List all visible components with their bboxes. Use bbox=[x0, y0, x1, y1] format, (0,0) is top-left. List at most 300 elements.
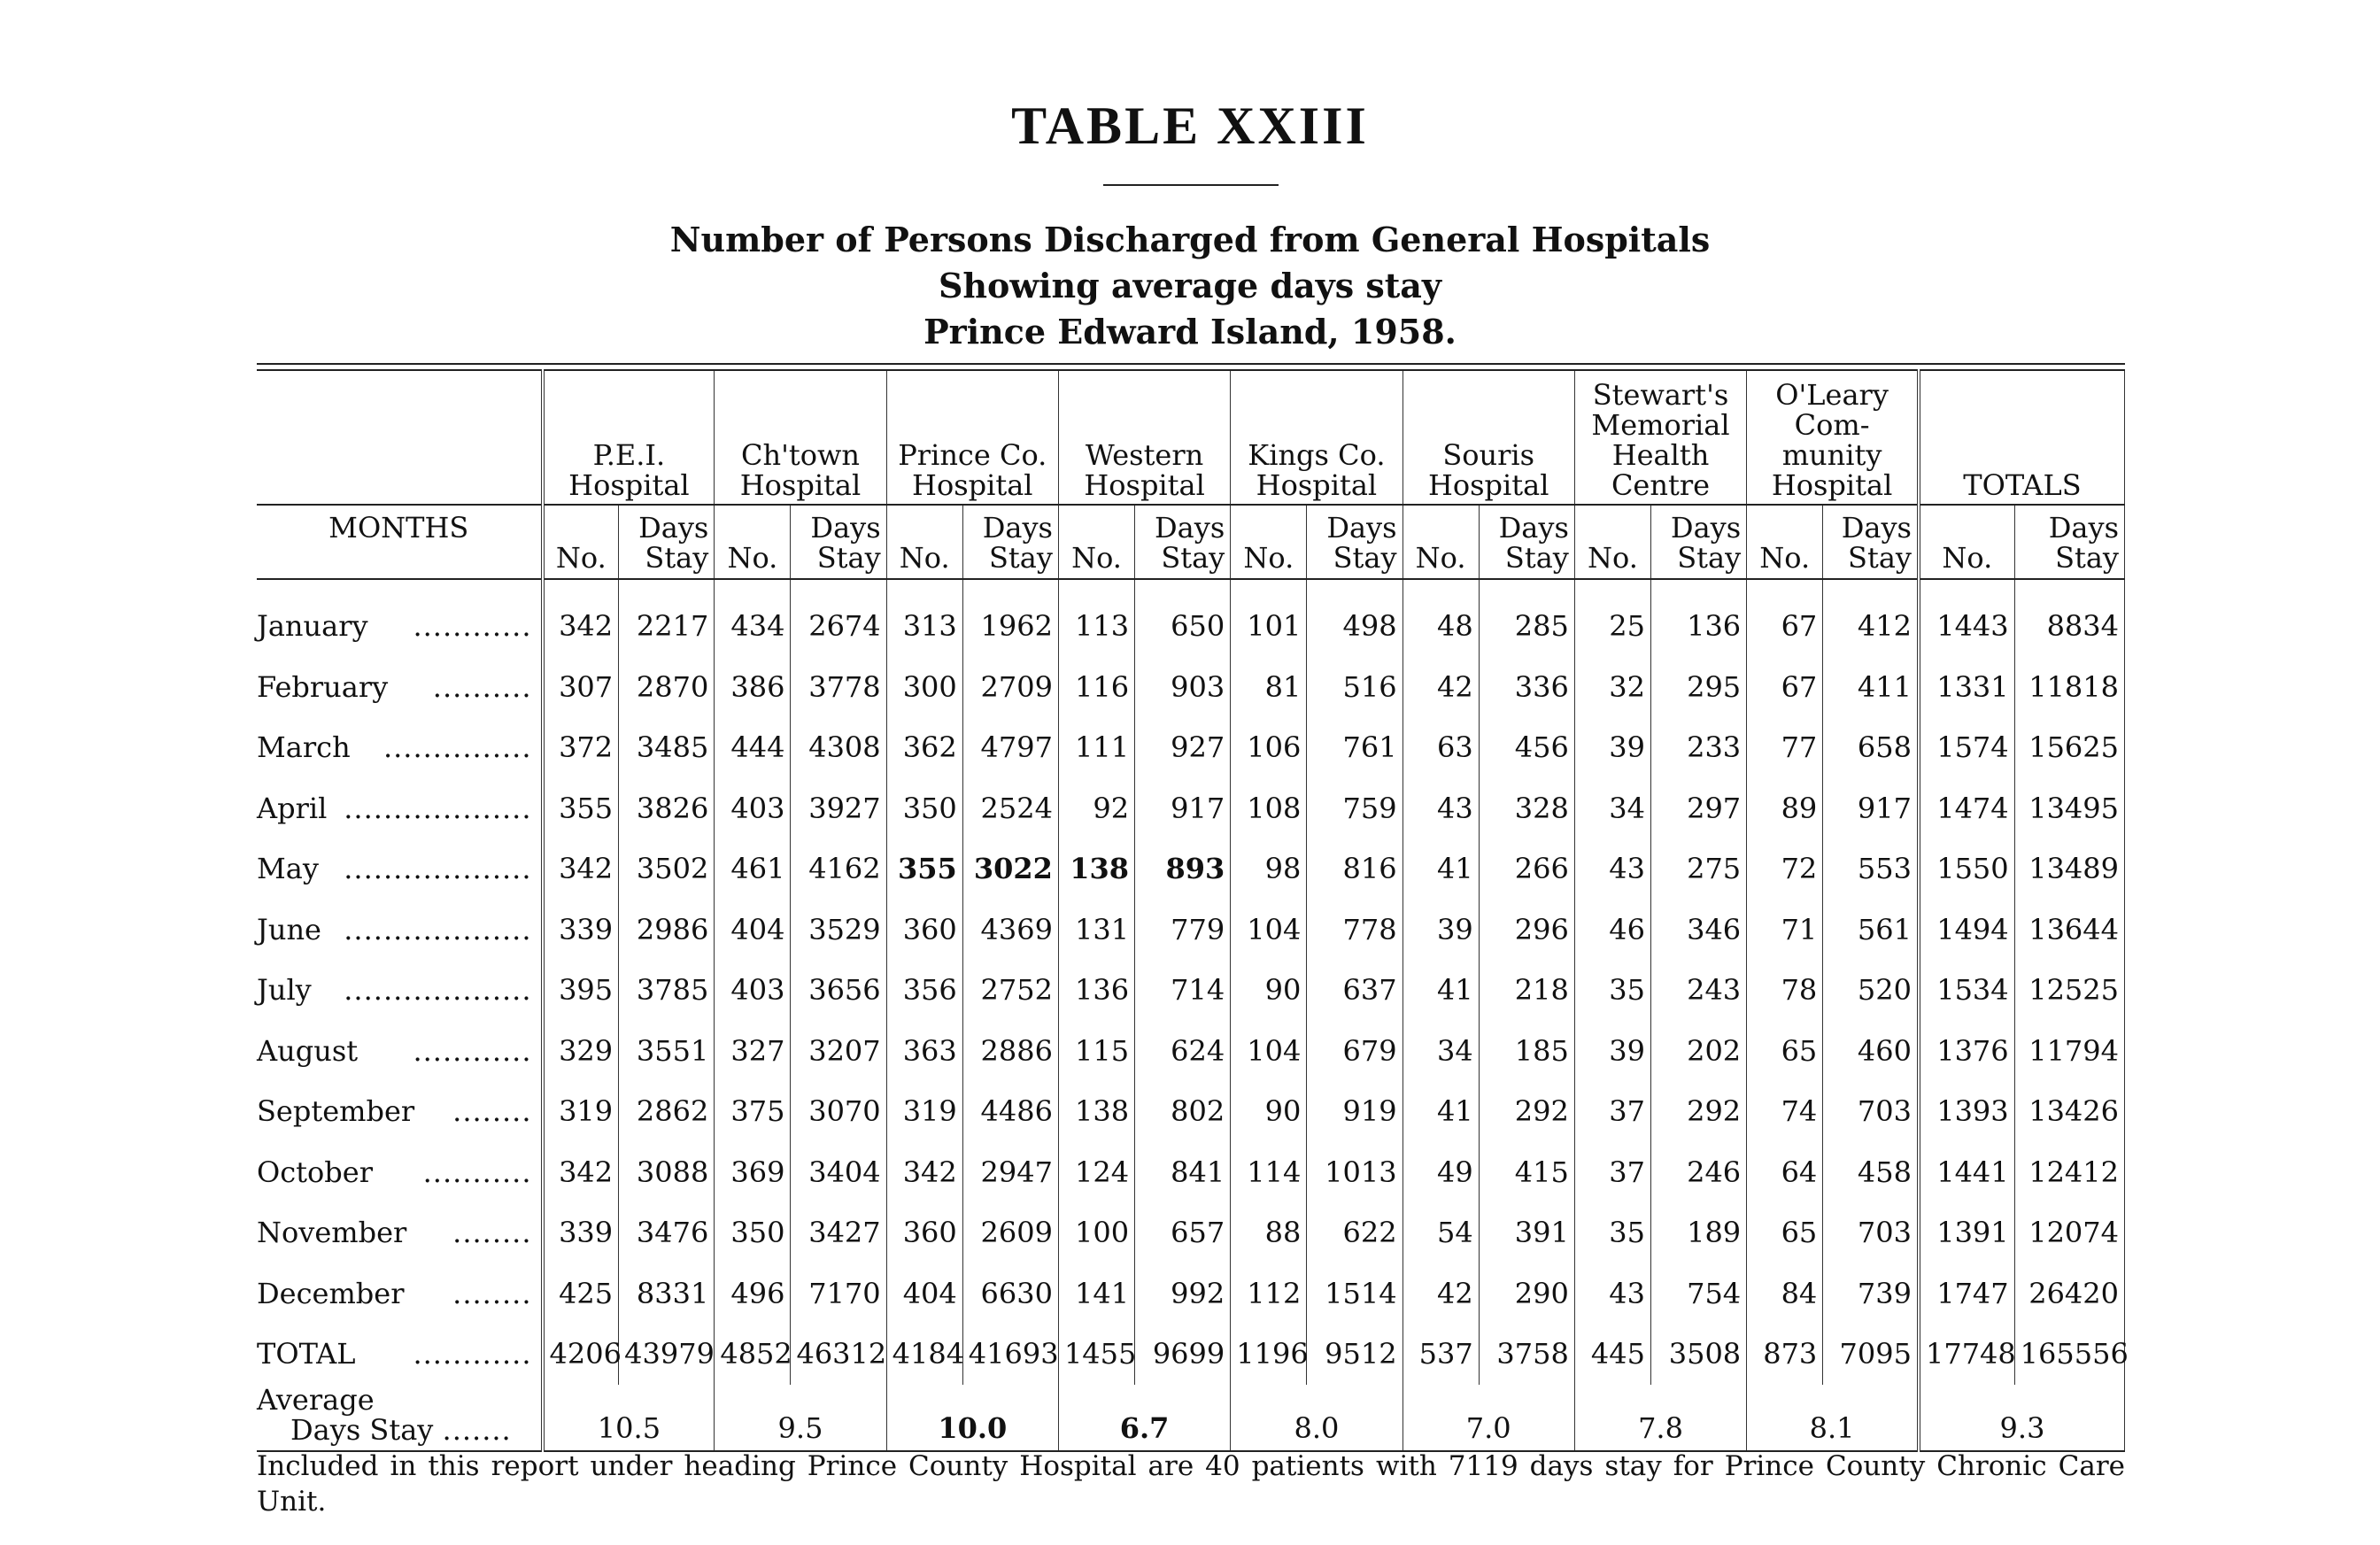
month-label: April bbox=[257, 791, 328, 825]
days-stay-cell: 2986 bbox=[619, 900, 715, 961]
count-cell: 54 bbox=[1402, 1202, 1479, 1263]
count-cell: 49 bbox=[1402, 1142, 1479, 1203]
average-days-stay-cell: 9.3 bbox=[1919, 1385, 2125, 1451]
days-stay-cell: 624 bbox=[1135, 1021, 1231, 1082]
header-row-subheads bbox=[257, 505, 2125, 579]
count-cell: 67 bbox=[1747, 579, 1823, 657]
hospital-header-line: Centre bbox=[1611, 468, 1711, 502]
count-cell: 43 bbox=[1402, 778, 1479, 839]
days-stay-cell: 165556 bbox=[2014, 1324, 2124, 1385]
days-header-label: Days bbox=[2048, 511, 2119, 545]
days-stay-cell: 2709 bbox=[962, 657, 1058, 718]
hospital-header bbox=[1747, 370, 1919, 505]
table-body bbox=[257, 579, 2129, 1451]
days-stay-cell: 9699 bbox=[1135, 1324, 1231, 1385]
table-row bbox=[257, 657, 2125, 718]
days-stay-cell: 637 bbox=[1307, 960, 1402, 1021]
months-header: MONTHS bbox=[257, 505, 543, 579]
count-cell: 4852 bbox=[715, 1324, 791, 1385]
hospital-header bbox=[1058, 370, 1230, 505]
month-cell bbox=[257, 1021, 541, 1082]
count-cell: 71 bbox=[1747, 900, 1823, 961]
count-cell: 496 bbox=[715, 1263, 791, 1325]
count-cell: 386 bbox=[715, 657, 791, 718]
no-header bbox=[543, 505, 619, 579]
days-stay-cell: 189 bbox=[1650, 1202, 1746, 1263]
days-stay-cell: 202 bbox=[1650, 1021, 1746, 1082]
stay-header-label: Stay bbox=[1161, 541, 1225, 575]
days-stay-cell: 714 bbox=[1135, 960, 1231, 1021]
count-cell: 1391 bbox=[1919, 1202, 2014, 1263]
table-row bbox=[257, 717, 2125, 778]
footnote: Included in this report under heading Prince County Hospital are 40 patients with 7119 days stay for Prince County Chronic Care Unit. bbox=[257, 1450, 2125, 1518]
stay-header-label: Stay bbox=[2055, 541, 2119, 575]
leader-dots: ........ bbox=[452, 1276, 532, 1310]
count-cell: 138 bbox=[1058, 1081, 1134, 1142]
count-cell: 1331 bbox=[1919, 657, 2014, 718]
days-stay-cell: 415 bbox=[1479, 1142, 1574, 1203]
no-header-label: No. bbox=[1942, 541, 1993, 575]
count-cell: 375 bbox=[715, 1081, 791, 1142]
days-header-label: Days bbox=[1841, 511, 1912, 545]
days-stay-cell: 3508 bbox=[1650, 1324, 1746, 1385]
hospital-header-line: Souris bbox=[1442, 438, 1535, 472]
count-cell: 39 bbox=[1574, 717, 1650, 778]
no-header-label: No. bbox=[1071, 541, 1122, 575]
days-stay-cell: 460 bbox=[1823, 1021, 1919, 1082]
month-cell bbox=[257, 717, 541, 778]
count-cell: 100 bbox=[1058, 1202, 1134, 1263]
count-cell: 41 bbox=[1402, 1081, 1479, 1142]
count-cell: 34 bbox=[1402, 1021, 1479, 1082]
table-row bbox=[257, 1263, 2125, 1325]
no-header-label: No. bbox=[727, 541, 778, 575]
count-cell: 363 bbox=[886, 1021, 962, 1082]
month-label: August bbox=[257, 1033, 359, 1068]
days-stay-cell: 391 bbox=[1479, 1202, 1574, 1263]
count-cell: 360 bbox=[886, 1202, 962, 1263]
count-cell: 72 bbox=[1747, 838, 1823, 900]
count-cell: 41 bbox=[1402, 838, 1479, 900]
count-cell: 65 bbox=[1747, 1021, 1823, 1082]
subtitle-line-3: Prince Edward Island, 1958. bbox=[923, 312, 1457, 351]
days-header-label: Days bbox=[1326, 511, 1397, 545]
no-header-label: No. bbox=[555, 541, 607, 575]
average-days-stay-label-line bbox=[257, 1412, 536, 1447]
days-stay-cell: 561 bbox=[1823, 900, 1919, 961]
days-stay-cell: 297 bbox=[1650, 778, 1746, 839]
count-cell: 1574 bbox=[1919, 717, 2014, 778]
month-cell bbox=[257, 778, 541, 839]
days-stay-cell: 802 bbox=[1135, 1081, 1231, 1142]
count-cell: 339 bbox=[543, 900, 619, 961]
days-stay-cell: 516 bbox=[1307, 657, 1402, 718]
leader-dots: ............ bbox=[413, 1337, 532, 1371]
hospital-header-line: Western bbox=[1085, 438, 1204, 472]
month-cell bbox=[257, 1263, 541, 1325]
count-cell: 98 bbox=[1231, 838, 1307, 900]
days-stay-cell: 650 bbox=[1135, 579, 1231, 657]
days-stay-cell: 246 bbox=[1650, 1142, 1746, 1203]
header-row-hospitals bbox=[257, 370, 2125, 505]
leader-dots: ............... bbox=[382, 730, 532, 765]
count-cell: 4206 bbox=[543, 1324, 619, 1385]
count-cell: 34 bbox=[1574, 778, 1650, 839]
days-stay-cell: 2609 bbox=[962, 1202, 1058, 1263]
days-stay-cell: 266 bbox=[1479, 838, 1574, 900]
days-stay-cell: 6630 bbox=[962, 1263, 1058, 1325]
days-stay-cell: 12074 bbox=[2014, 1202, 2124, 1263]
count-cell: 342 bbox=[543, 1142, 619, 1203]
count-cell: 104 bbox=[1231, 900, 1307, 961]
count-cell: 362 bbox=[886, 717, 962, 778]
days-stay-cell: 295 bbox=[1650, 657, 1746, 718]
no-header-label: No. bbox=[1415, 541, 1466, 575]
days-stay-header bbox=[619, 505, 715, 579]
count-cell: 1393 bbox=[1919, 1081, 2014, 1142]
month-label: February bbox=[257, 669, 389, 704]
hospital-header-line: Stewart's bbox=[1592, 378, 1729, 412]
title-rule bbox=[1103, 184, 1279, 186]
days-stay-cell: 3551 bbox=[619, 1021, 715, 1082]
count-cell: 319 bbox=[543, 1081, 619, 1142]
count-cell: 111 bbox=[1058, 717, 1134, 778]
month-cell bbox=[257, 900, 541, 961]
days-stay-cell: 520 bbox=[1823, 960, 1919, 1021]
month-label: March bbox=[257, 730, 351, 765]
count-cell: 461 bbox=[715, 838, 791, 900]
days-stay-cell: 553 bbox=[1823, 838, 1919, 900]
days-stay-cell: 136 bbox=[1650, 579, 1746, 657]
subtitle-line-2: Showing average days stay bbox=[938, 266, 1442, 305]
count-cell: 77 bbox=[1747, 717, 1823, 778]
count-cell: 537 bbox=[1402, 1324, 1479, 1385]
days-stay-cell: 11794 bbox=[2014, 1021, 2124, 1082]
count-cell: 106 bbox=[1231, 717, 1307, 778]
count-cell: 404 bbox=[886, 1263, 962, 1325]
hospital-header-line: Memorial bbox=[1591, 408, 1730, 442]
table-title: TABLE XXIII bbox=[1011, 97, 1369, 155]
days-stay-cell: 13489 bbox=[2014, 838, 2124, 900]
days-stay-cell: 243 bbox=[1650, 960, 1746, 1021]
leader-dots: ................... bbox=[344, 791, 532, 825]
no-header bbox=[715, 505, 791, 579]
count-cell: 37 bbox=[1574, 1081, 1650, 1142]
no-header bbox=[886, 505, 962, 579]
days-stay-cell: 41693 bbox=[962, 1324, 1058, 1385]
month-label: May bbox=[257, 852, 319, 886]
leader-dots: ............ bbox=[413, 1033, 532, 1068]
count-cell: 41 bbox=[1402, 960, 1479, 1021]
discharge-table-wrap bbox=[257, 363, 2129, 1452]
hospital-header-line: Prince Co. bbox=[898, 438, 1047, 472]
count-cell: 350 bbox=[886, 778, 962, 839]
days-stay-cell: 1013 bbox=[1307, 1142, 1402, 1203]
hospital-header-line: Hospital bbox=[739, 468, 862, 502]
days-stay-header bbox=[1135, 505, 1231, 579]
count-cell: 25 bbox=[1574, 579, 1650, 657]
count-cell: 124 bbox=[1058, 1142, 1134, 1203]
count-cell: 403 bbox=[715, 778, 791, 839]
days-stay-cell: 285 bbox=[1479, 579, 1574, 657]
hospital-header bbox=[1402, 370, 1574, 505]
count-cell: 89 bbox=[1747, 778, 1823, 839]
days-stay-cell: 927 bbox=[1135, 717, 1231, 778]
count-cell: 81 bbox=[1231, 657, 1307, 718]
days-stay-cell: 2217 bbox=[619, 579, 715, 657]
days-header-label: Days bbox=[1155, 511, 1225, 545]
days-stay-cell: 11818 bbox=[2014, 657, 2124, 718]
days-stay-cell: 12525 bbox=[2014, 960, 2124, 1021]
count-cell: 43 bbox=[1574, 1263, 1650, 1325]
hospital-header-line: P.E.I. bbox=[592, 438, 666, 472]
month-cell bbox=[257, 657, 541, 718]
count-cell: 42 bbox=[1402, 657, 1479, 718]
days-stay-cell: 3404 bbox=[791, 1142, 886, 1203]
days-stay-cell: 233 bbox=[1650, 717, 1746, 778]
stay-header-label: Stay bbox=[1504, 541, 1569, 575]
days-stay-cell: 703 bbox=[1823, 1081, 1919, 1142]
days-stay-cell: 3927 bbox=[791, 778, 886, 839]
days-stay-cell: 893 bbox=[1135, 838, 1231, 900]
table-top-rule bbox=[257, 363, 2125, 365]
days-stay-cell: 4486 bbox=[962, 1081, 1058, 1142]
month-label: December bbox=[257, 1276, 405, 1310]
count-cell: 356 bbox=[886, 960, 962, 1021]
count-cell: 329 bbox=[543, 1021, 619, 1082]
days-stay-cell: 2870 bbox=[619, 657, 715, 718]
days-stay-cell: 2947 bbox=[962, 1142, 1058, 1203]
count-cell: 339 bbox=[543, 1202, 619, 1263]
count-cell: 63 bbox=[1402, 717, 1479, 778]
count-cell: 116 bbox=[1058, 657, 1134, 718]
count-cell: 115 bbox=[1058, 1021, 1134, 1082]
hospital-header bbox=[1231, 370, 1402, 505]
leader-dots: .......... bbox=[432, 669, 532, 704]
days-header-label: Days bbox=[1498, 511, 1569, 545]
days-stay-header bbox=[1823, 505, 1919, 579]
table-row bbox=[257, 960, 2125, 1021]
leader-dots: ........... bbox=[422, 1155, 532, 1189]
count-cell: 403 bbox=[715, 960, 791, 1021]
hospital-header-line: Hospital bbox=[1084, 468, 1205, 502]
count-cell: 873 bbox=[1747, 1324, 1823, 1385]
count-cell: 307 bbox=[543, 657, 619, 718]
leader-dots: ................... bbox=[344, 852, 532, 886]
count-cell: 39 bbox=[1402, 900, 1479, 961]
count-cell: 444 bbox=[715, 717, 791, 778]
average-label-cell bbox=[257, 1382, 543, 1451]
month-label: TOTAL bbox=[257, 1337, 356, 1371]
days-stay-cell: 218 bbox=[1479, 960, 1574, 1021]
count-cell: 67 bbox=[1747, 657, 1823, 718]
hospital-header-line: munity bbox=[1781, 438, 1882, 472]
count-cell: 88 bbox=[1231, 1202, 1307, 1263]
average-days-stay-cell: 6.7 bbox=[1058, 1385, 1230, 1451]
count-cell: 1494 bbox=[1919, 900, 2014, 961]
count-cell: 48 bbox=[1402, 579, 1479, 657]
days-stay-cell: 290 bbox=[1479, 1263, 1574, 1325]
no-header bbox=[1574, 505, 1650, 579]
stay-header-label: Stay bbox=[1677, 541, 1742, 575]
average-days-stay-cell: 10.0 bbox=[886, 1385, 1058, 1451]
hospital-header-line: Hospital bbox=[1256, 468, 1378, 502]
days-stay-cell: 456 bbox=[1479, 717, 1574, 778]
days-stay-cell: 657 bbox=[1135, 1202, 1231, 1263]
count-cell: 43 bbox=[1574, 838, 1650, 900]
count-cell: 32 bbox=[1574, 657, 1650, 718]
days-stay-cell: 2886 bbox=[962, 1021, 1058, 1082]
days-stay-cell: 292 bbox=[1650, 1081, 1746, 1142]
count-cell: 369 bbox=[715, 1142, 791, 1203]
month-cell bbox=[257, 1081, 541, 1142]
month-label: June bbox=[257, 912, 321, 946]
days-stay-cell: 759 bbox=[1307, 778, 1402, 839]
hospital-header bbox=[1919, 370, 2125, 505]
days-stay-cell: 919 bbox=[1307, 1081, 1402, 1142]
count-cell: 104 bbox=[1231, 1021, 1307, 1082]
leader-dots: ................... bbox=[344, 973, 532, 1008]
days-stay-cell: 7170 bbox=[791, 1263, 886, 1325]
hospital-header-line: Hospital bbox=[912, 468, 1033, 502]
count-cell: 1441 bbox=[1919, 1142, 2014, 1203]
count-cell: 350 bbox=[715, 1202, 791, 1263]
days-stay-cell: 3758 bbox=[1479, 1324, 1574, 1385]
no-header bbox=[1747, 505, 1823, 579]
stay-header-label: Stay bbox=[816, 541, 881, 575]
days-stay-cell: 1962 bbox=[962, 579, 1058, 657]
days-stay-cell: 3207 bbox=[791, 1021, 886, 1082]
average-days-stay-cell: 8.1 bbox=[1747, 1385, 1919, 1451]
count-cell: 90 bbox=[1231, 1081, 1307, 1142]
hospital-header bbox=[1574, 370, 1746, 505]
days-stay-cell: 3656 bbox=[791, 960, 886, 1021]
no-header-label: No. bbox=[1587, 541, 1638, 575]
days-stay-cell: 761 bbox=[1307, 717, 1402, 778]
stay-header-label: Stay bbox=[645, 541, 709, 575]
stay-header-label: Stay bbox=[1333, 541, 1397, 575]
count-cell: 1196 bbox=[1231, 1324, 1307, 1385]
count-cell: 138 bbox=[1058, 838, 1134, 900]
days-stay-cell: 622 bbox=[1307, 1202, 1402, 1263]
days-stay-cell: 917 bbox=[1823, 778, 1919, 839]
count-cell: 355 bbox=[543, 778, 619, 839]
hospital-header-line: Hospital bbox=[1771, 468, 1893, 502]
count-cell: 319 bbox=[886, 1081, 962, 1142]
count-cell: 1534 bbox=[1919, 960, 2014, 1021]
days-stay-cell: 3826 bbox=[619, 778, 715, 839]
average-days-stay-cell: 9.5 bbox=[715, 1385, 886, 1451]
leader-dots: ........ bbox=[452, 1094, 532, 1129]
average-days-stay-cell: 8.0 bbox=[1231, 1385, 1402, 1451]
table-row bbox=[257, 579, 2125, 657]
subtitle-line-1: Number of Persons Discharged from General Hospitals bbox=[669, 220, 1711, 259]
count-cell: 78 bbox=[1747, 960, 1823, 1021]
days-stay-header bbox=[1650, 505, 1746, 579]
count-cell: 342 bbox=[543, 838, 619, 900]
month-label: November bbox=[257, 1216, 407, 1250]
days-stay-cell: 9512 bbox=[1307, 1324, 1402, 1385]
days-stay-header bbox=[1479, 505, 1574, 579]
hospital-header bbox=[886, 370, 1058, 505]
hospital-header-line: Hospital bbox=[1427, 468, 1549, 502]
days-stay-cell: 8331 bbox=[619, 1263, 715, 1325]
days-stay-cell: 185 bbox=[1479, 1021, 1574, 1082]
days-stay-cell: 275 bbox=[1650, 838, 1746, 900]
days-stay-cell: 8834 bbox=[2014, 579, 2124, 657]
days-stay-cell: 498 bbox=[1307, 579, 1402, 657]
hospital-header-line: TOTALS bbox=[1963, 468, 2082, 502]
days-stay-header bbox=[791, 505, 886, 579]
days-stay-cell: 43979 bbox=[619, 1324, 715, 1385]
count-cell: 1550 bbox=[1919, 838, 2014, 900]
count-cell: 90 bbox=[1231, 960, 1307, 1021]
hospital-header-line: Health bbox=[1611, 438, 1710, 472]
days-stay-cell: 296 bbox=[1479, 900, 1574, 961]
month-label: September bbox=[257, 1094, 415, 1129]
count-cell: 1443 bbox=[1919, 579, 2014, 657]
days-stay-cell: 1514 bbox=[1307, 1263, 1402, 1325]
count-cell: 342 bbox=[886, 1142, 962, 1203]
count-cell: 37 bbox=[1574, 1142, 1650, 1203]
days-stay-cell: 841 bbox=[1135, 1142, 1231, 1203]
days-stay-cell: 3485 bbox=[619, 717, 715, 778]
month-cell bbox=[257, 960, 541, 1021]
count-cell: 355 bbox=[886, 838, 962, 900]
count-cell: 114 bbox=[1231, 1142, 1307, 1203]
table-row bbox=[257, 1142, 2125, 1203]
count-cell: 327 bbox=[715, 1021, 791, 1082]
days-stay-cell: 3476 bbox=[619, 1202, 715, 1263]
leader-dots: ....... bbox=[442, 1412, 512, 1447]
days-stay-cell: 3088 bbox=[619, 1142, 715, 1203]
table-row bbox=[257, 1021, 2125, 1082]
days-stay-cell: 458 bbox=[1823, 1142, 1919, 1203]
months-header-spacer bbox=[257, 370, 543, 505]
table-row bbox=[257, 1202, 2125, 1263]
days-stay-cell: 679 bbox=[1307, 1021, 1402, 1082]
count-cell: 35 bbox=[1574, 1202, 1650, 1263]
no-header bbox=[1231, 505, 1307, 579]
count-cell: 372 bbox=[543, 717, 619, 778]
count-cell: 64 bbox=[1747, 1142, 1823, 1203]
month-label: October bbox=[257, 1155, 373, 1189]
days-stay-cell: 7095 bbox=[1823, 1324, 1919, 1385]
days-stay-cell: 4797 bbox=[962, 717, 1058, 778]
hospital-header bbox=[715, 370, 886, 505]
days-stay-cell: 12412 bbox=[2014, 1142, 2124, 1203]
count-cell: 425 bbox=[543, 1263, 619, 1325]
days-stay-cell: 2524 bbox=[962, 778, 1058, 839]
month-cell bbox=[257, 1142, 541, 1203]
no-header bbox=[1058, 505, 1134, 579]
days-stay-cell: 15625 bbox=[2014, 717, 2124, 778]
days-stay-cell: 4308 bbox=[791, 717, 886, 778]
days-stay-cell: 4162 bbox=[791, 838, 886, 900]
days-stay-cell: 3778 bbox=[791, 657, 886, 718]
count-cell: 360 bbox=[886, 900, 962, 961]
days-stay-cell: 3502 bbox=[619, 838, 715, 900]
days-stay-cell: 3070 bbox=[791, 1081, 886, 1142]
discharge-table bbox=[257, 369, 2129, 1452]
count-cell: 131 bbox=[1058, 900, 1134, 961]
table-row bbox=[257, 778, 2125, 839]
days-stay-cell: 779 bbox=[1135, 900, 1231, 961]
count-cell: 46 bbox=[1574, 900, 1650, 961]
days-stay-cell: 4369 bbox=[962, 900, 1058, 961]
count-cell: 300 bbox=[886, 657, 962, 718]
hospital-header-line: Hospital bbox=[568, 468, 690, 502]
